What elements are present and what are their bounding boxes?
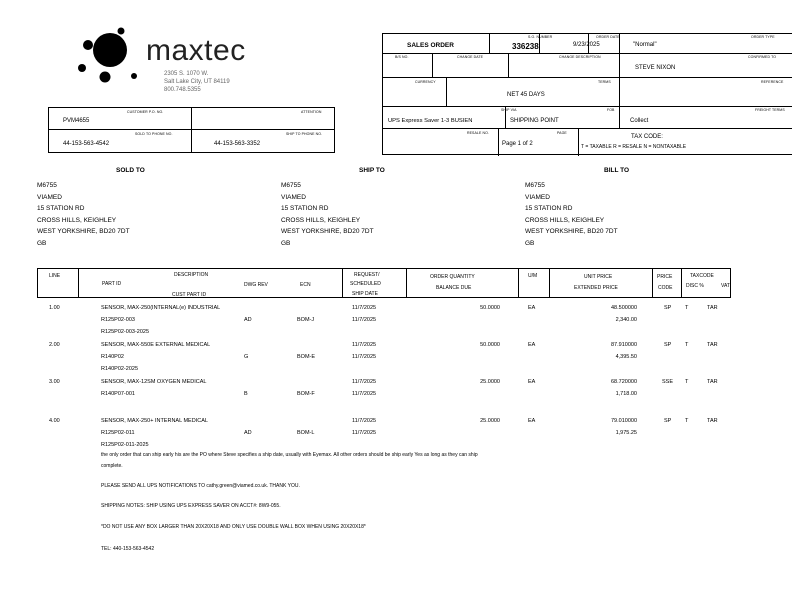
line-date: 11/7/2025 bbox=[352, 418, 377, 424]
confirmed-to-label: CONFIRMED TO bbox=[748, 55, 777, 59]
line-number: 2.00 bbox=[49, 342, 60, 348]
line-unit-price: 87.910000 bbox=[611, 342, 637, 348]
line-part-id: R125P02-011 bbox=[101, 430, 135, 436]
address-line: GB bbox=[37, 239, 47, 247]
col-um: U/M bbox=[528, 273, 538, 279]
fob-label: FOB bbox=[607, 108, 615, 112]
line-extended: 4,395.50 bbox=[615, 354, 637, 360]
col-ship-date: SHIP DATE bbox=[352, 291, 378, 297]
line-rev: B bbox=[244, 391, 248, 397]
order-date: 9/23/2025 bbox=[573, 42, 600, 48]
address-line: GB bbox=[525, 239, 535, 247]
ship-via-label: SHIP VIA bbox=[501, 108, 517, 112]
line-vat: TAR bbox=[707, 305, 718, 311]
line-desc: SENSOR, MAX-250(INTERNAL(e) INDUSTRIAL bbox=[101, 305, 221, 311]
order-type: "Normal" bbox=[633, 42, 657, 48]
col-vat: VAT bbox=[721, 283, 730, 289]
line-price-code: SP bbox=[664, 418, 672, 424]
address-line: VIAMED bbox=[525, 193, 550, 201]
line-ecn: BOM-L bbox=[297, 430, 315, 436]
logo-address-1: 2305 S. 1070 W. bbox=[164, 71, 209, 77]
address-line: CROSS HILLS, KEIGHLEY bbox=[525, 216, 605, 224]
line-qty: 25.0000 bbox=[480, 379, 500, 385]
reference-label: REFERENCE bbox=[761, 80, 784, 84]
line-price-code: SP bbox=[664, 342, 672, 348]
line-part-id: R140P07-001 bbox=[101, 391, 135, 397]
line-um: EA bbox=[528, 305, 536, 311]
col-description: DESCRIPTION bbox=[174, 272, 209, 278]
page-number: Page 1 of 2 bbox=[502, 141, 533, 147]
line-um: EA bbox=[528, 342, 536, 348]
line-number: 4.00 bbox=[49, 418, 60, 424]
note-box-size: *DO NOT USE ANY BOX LARGER THAN 20X20X18 AND ONLY USE DOUBLE WALL BOX WHEN USING 20X20X18* bbox=[101, 524, 366, 530]
address-line: WEST YORKSHIRE, BD20 7DT bbox=[281, 228, 374, 235]
ship-to-title: SHIP TO bbox=[359, 167, 385, 174]
so-number: 336238 bbox=[512, 42, 539, 51]
col-scheduled: SCHEDULED bbox=[350, 281, 381, 287]
line-price-code: SSE bbox=[662, 379, 674, 385]
col-cust-part-id: CUST PART ID bbox=[172, 292, 207, 298]
page-label: PAGE bbox=[557, 131, 567, 135]
address-line: 15 STATION RD bbox=[281, 205, 329, 212]
ship-to-phone: 44-153-563-3352 bbox=[214, 141, 261, 147]
line-desc: SENSOR, MAX-12SM OXYGEN MEDICAL bbox=[101, 379, 207, 385]
line-um: EA bbox=[528, 379, 536, 385]
order-type-label: ORDER TYPE bbox=[751, 35, 775, 39]
line-extended: 1,718.00 bbox=[615, 391, 637, 397]
col-part-id: PART ID bbox=[102, 281, 122, 287]
line-qty: 25.0000 bbox=[480, 418, 500, 424]
line-cust-part: R140P02-2025 bbox=[101, 366, 139, 372]
address-line: M6755 bbox=[37, 182, 57, 189]
col-line: LINE bbox=[49, 273, 61, 279]
line-date: 11/7/2025 bbox=[352, 379, 377, 385]
line-vat: TAR bbox=[707, 418, 718, 424]
col-dwg-rev: DWG REV bbox=[244, 282, 268, 288]
line-vat: TAR bbox=[707, 342, 718, 348]
doc-type: SALES ORDER bbox=[407, 42, 454, 49]
address-line: VIAMED bbox=[37, 193, 62, 201]
ship-to-phone-label: SHIP TO PHONE NO. bbox=[286, 132, 323, 136]
bill-no-label: B/S NO. bbox=[395, 55, 409, 59]
freight-terms-label: FREIGHT TERMS bbox=[755, 108, 785, 112]
currency-label: CURRENCY bbox=[415, 80, 436, 84]
note-ship-early-cont: complete. bbox=[101, 463, 123, 469]
customer-po-label: CUSTOMER P.O. NO. bbox=[127, 110, 164, 114]
line-part-id: R140P02 bbox=[101, 354, 124, 360]
change-date-label: CHANGE DATE bbox=[457, 55, 484, 59]
col-unit-price: UNIT PRICE bbox=[584, 274, 613, 280]
tax-code-label: TAX CODE: bbox=[631, 134, 663, 140]
col-price: PRICE bbox=[657, 274, 673, 280]
line-ecn: BOM-J bbox=[297, 317, 315, 323]
line-desc: SENSOR, MAX-550E EXTERNAL MEDICAL bbox=[101, 342, 211, 348]
line-rev: G bbox=[244, 354, 249, 360]
col-code: CODE bbox=[658, 285, 673, 291]
address-line: CROSS HILLS, KEIGHLEY bbox=[37, 216, 117, 224]
address-line: WEST YORKSHIRE, BD20 7DT bbox=[525, 228, 618, 235]
logo-brand: maxtec bbox=[146, 34, 246, 67]
line-rev: AD bbox=[244, 430, 252, 436]
col-ecn: ECN bbox=[300, 282, 311, 288]
address-line: GB bbox=[281, 239, 291, 247]
resale-no-label: RESALE NO. bbox=[467, 131, 490, 135]
address-line: 15 STATION RD bbox=[525, 205, 573, 212]
line-ecn: BOM-F bbox=[297, 391, 315, 397]
line-unit-price: 79.010000 bbox=[611, 418, 637, 424]
line-rev: AD bbox=[244, 317, 252, 323]
line-number: 3.00 bbox=[49, 379, 60, 385]
line-date: 11/7/2025 bbox=[352, 354, 377, 360]
line-unit-price: 68.720000 bbox=[611, 379, 637, 385]
line-unit-price: 48.500000 bbox=[611, 305, 637, 311]
note-telephone: TEL: 440-153-563-4542 bbox=[101, 546, 155, 552]
line-date: 11/7/2025 bbox=[352, 317, 377, 323]
line-part-id: R125P02-003 bbox=[101, 317, 135, 323]
line-number: 1.00 bbox=[49, 305, 60, 311]
terms-label: TERMS bbox=[598, 80, 611, 84]
fob: SHIPPING POINT bbox=[510, 118, 559, 124]
note-ups-notifications: PLEASE SEND ALL UPS NOTIFICATIONS TO cathy.green@viamed.co.uk. THANK YOU. bbox=[101, 483, 300, 489]
note-ship-early: the only order that can ship early his are the PO where Steve specifies a ship date, usually with Eyemax. All other orders should be ship early Yes as long as they can ship bbox=[101, 452, 478, 458]
address-line: VIAMED bbox=[281, 193, 306, 201]
order-date-label: ORDER DATE bbox=[596, 35, 620, 39]
col-taxcode: TAXCODE bbox=[690, 273, 714, 279]
bill-to-title: BILL TO bbox=[604, 167, 630, 174]
line-tax: T bbox=[685, 342, 689, 348]
line-um: EA bbox=[528, 418, 536, 424]
attention-label: ATTENTION bbox=[301, 110, 322, 114]
line-date: 11/7/2025 bbox=[352, 305, 377, 311]
line-vat: TAR bbox=[707, 379, 718, 385]
change-desc-label: CHANGE DESCRIPTION bbox=[559, 55, 601, 59]
line-tax: T bbox=[685, 305, 689, 311]
confirmed-to: STEVE NIXON bbox=[635, 65, 676, 71]
ship-via: UPS Express Saver 1-3 BUSIEN bbox=[388, 118, 473, 124]
address-line: M6755 bbox=[281, 182, 301, 189]
line-cust-part: R125P02-003-2025 bbox=[101, 329, 150, 335]
tax-code-legend: T = TAXABLE R = RESALE N = NONTAXABLE bbox=[581, 144, 687, 150]
line-date: 11/7/2025 bbox=[352, 391, 377, 397]
sold-to-phone-label: SOLD TO PHONE NO. bbox=[135, 132, 173, 136]
customer-po: PVM4655 bbox=[63, 118, 90, 124]
terms-value: NET 45 DAYS bbox=[507, 92, 545, 98]
line-date: 11/7/2025 bbox=[352, 430, 377, 436]
line-tax: T bbox=[685, 418, 689, 424]
line-cust-part: R125P02-011-2025 bbox=[101, 442, 149, 448]
col-request: REQUEST/ bbox=[354, 272, 380, 278]
line-qty: 50.0000 bbox=[480, 305, 500, 311]
logo-address-2: Salt Lake City, UT 84119 bbox=[164, 79, 230, 85]
address-line: WEST YORKSHIRE, BD20 7DT bbox=[37, 228, 130, 235]
line-ecn: BOM-E bbox=[297, 354, 316, 360]
line-date: 11/7/2025 bbox=[352, 342, 377, 348]
freight-terms: Collect bbox=[630, 118, 649, 124]
col-balance-due: BALANCE DUE bbox=[436, 285, 472, 291]
note-shipping: SHIPPING NOTES: SHIP USING UPS EXPRESS SAVER ON ACCT#: 8W9-055. bbox=[101, 503, 281, 509]
sold-to-phone: 44-153-563-4542 bbox=[63, 141, 110, 147]
line-extended: 1,975.25 bbox=[615, 430, 637, 436]
line-tax: T bbox=[685, 379, 689, 385]
col-extended-price: EXTENDED PRICE bbox=[574, 285, 618, 291]
address-line: 15 STATION RD bbox=[37, 205, 85, 212]
so-number-label: S.O. NUMBER bbox=[528, 35, 553, 39]
line-price-code: SP bbox=[664, 305, 672, 311]
logo-phone: 800.748.5355 bbox=[164, 87, 201, 93]
line-qty: 50.0000 bbox=[480, 342, 500, 348]
sold-to-title: SOLD TO bbox=[116, 167, 145, 174]
line-desc: SENSOR, MAX-250+ INTERNAL MEDICAL bbox=[101, 418, 208, 424]
col-order-qty: ORDER QUANTITY bbox=[430, 274, 475, 280]
line-extended: 2,340.00 bbox=[615, 317, 637, 323]
col-disc: DISC % bbox=[686, 283, 704, 289]
address-line: CROSS HILLS, KEIGHLEY bbox=[281, 216, 361, 224]
address-line: M6755 bbox=[525, 182, 545, 189]
